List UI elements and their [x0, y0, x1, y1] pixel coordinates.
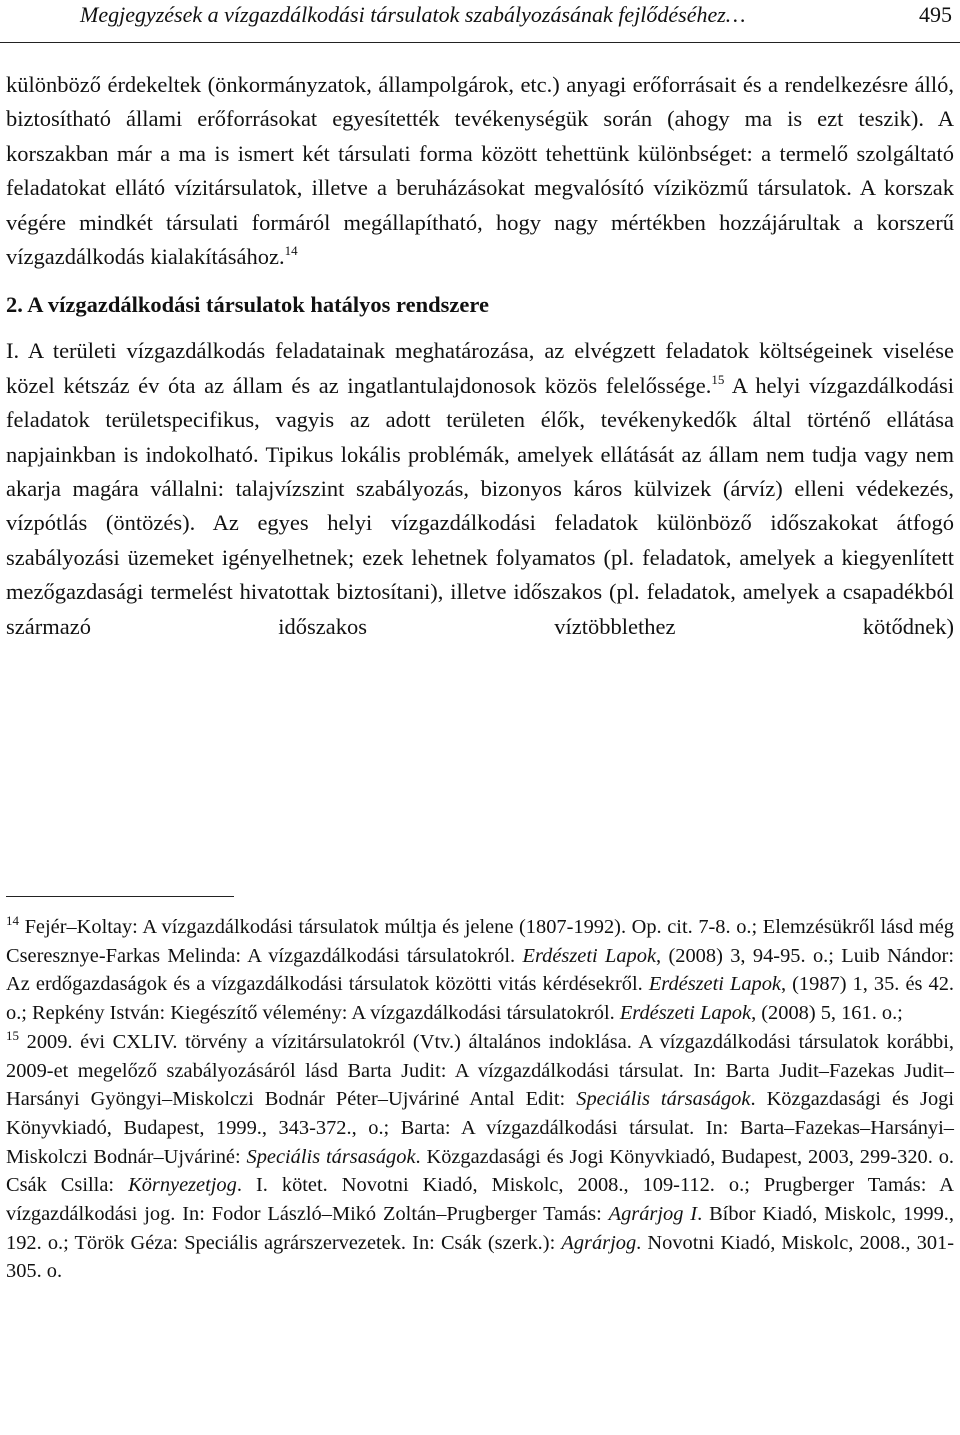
footnote-text: 2009. évi CXLIV. törvény a vízitársulatokról (Vtv.) általános indoklása. A vízgazdálkodási társulatok korábbi, 2009-et megelőző szabályozásáról lásd Barta Judit: A vízgazdálkodási társulat. In: Barta Judit–Fazekas Judit–Harsányi Gyöngyi–Miskolczi Bodnár Péter–Ujváriné Antal Edit:: [6, 1030, 954, 1111]
paragraph-text: A helyi vízgazdálkodási feladatok területspecifikus, vagyis az adott területen élők, tevékenykedők által történő ellátása napjainkban is indokolható. Tipikus lokális problémák, amelyek ellátását az állam nem tudja vagy nem akarja magára vállalni: talajvízszint szabályozás, bizonyos káros külvizek (árvíz) elleni védekezés, vízpótlás (öntözés). Az egyes helyi vízgazdálkodási feladatok különböző időszakokat átfogó szabályozási üzemeket igényelhetnek; ezek lehetnek folyamatos (pl. feladatok, amelyek a kiegyenlített mezőgazdasági termelést hivatottak biztosítani), illetve időszakos (pl. feladatok, amelyek a csapadékból származó időszakos víztöbblethez kötődnek): [6, 372, 954, 639]
footnote-text: . Közgazdasági és Jogi Könyvkiadó, Budapest, 2003, 299-320. o. Csák Csilla:: [6, 1145, 954, 1197]
footnote-15: [6, 1028, 954, 1286]
running-title: Megjegyzések a vízgazdálkodási társulatok szabályozásának fejlődéséhez…: [80, 2, 746, 27]
footnote-text: , (1987) 1, 35. és 42. o.; Repkény István: Kiegészítő vélemény: A vízgazdálkodási társulatokról.: [6, 973, 954, 1025]
footnote-ref-14[interactable]: 14: [284, 243, 298, 259]
footnote-separator: [6, 896, 234, 897]
page-number: 495: [919, 2, 952, 27]
footnote-text: . Novotni Kiadó, Miskolc, 2008., 301-305. o.: [6, 1231, 955, 1283]
section-heading: 2. A vízgazdálkodási társulatok hatályos rendszere: [6, 292, 489, 318]
paragraph-text: I. A területi vízgazdálkodás feladatainak meghatározása, az elvégzett feladatok költségeinek viselése közel kétszáz év óta az állam és az ingatlantulajdonosok közös felelőssége.: [6, 338, 954, 398]
body-paragraph-1: [6, 68, 954, 274]
book-title: Agrárjog: [561, 1231, 637, 1254]
footnote-text: , (2008) 3, 94-95. o.; Luib Nándor: Az erdőgazdaságok és a vízgazdálkodási társulatok közötti vitás kérdésekről.: [6, 944, 954, 996]
book-title: Környezetjog: [128, 1174, 237, 1197]
footnote-14: [6, 913, 954, 1028]
footnote-number: 15: [6, 1027, 19, 1043]
journal-title: Erdészeti Lapok: [522, 944, 657, 967]
main-text: [6, 68, 954, 644]
journal-title: Erdészeti Lapok: [648, 973, 781, 996]
footnote-text: . Közgazdasági és Jogi Könyvkiadó, Budapest, 1999., 343-372., o.; Barta: A vízgazdálkodási társulat. In: Barta–Fazekas–Harsányi–Miskolczi Bodnár–Ujváriné:: [6, 1088, 954, 1168]
book-title: Speciális társaságok: [246, 1145, 416, 1168]
paragraph-text: különböző érdekeltek (önkormányzatok, állampolgárok, etc.) anyagi erőforrásait és a rendelkezésre álló, biztosítható állami erőforrásokat egyesítették tevékenységük során (ahogy ma is ezt teszik). A korszakban már a ma is ismert két társulati forma között tehettünk különbséget: a termelő szolgáltató feladatokat ellátó vízitársulatok, illetve a beruházásokat megvalósító víziközmű társulatok. A korszak végére mindkét társulati formáról megállapítható, hogy nagy mértékben hozzájárultak a korszerű vízgazdálkodás kialakításához.: [6, 72, 954, 270]
journal-title: Erdészeti Lapok: [619, 1002, 752, 1025]
book-title: Speciális társaságok: [576, 1088, 751, 1111]
running-header: [0, 0, 960, 43]
footnote-ref-15[interactable]: 15: [711, 371, 725, 387]
footnote-number: 14: [6, 913, 19, 928]
footnote-text: Fejér–Koltay: A vízgazdálkodási társulatok múltja és jelene (1807-1992). Op. cit. 7-8. o.; Elemzésükről lásd még Cseresznye-Farkas Melinda: A vízgazdálkodási társulatokról.: [6, 916, 954, 967]
body-paragraph-2: [6, 334, 954, 644]
book-title: Agrárjog I: [608, 1203, 698, 1226]
footnotes: [6, 913, 954, 1286]
footnote-text: , (2008) 5, 161. o.;: [751, 1002, 903, 1025]
footnote-text: . I. kötet. Novotni Kiadó, Miskolc, 2008., 109-112. o.; Prugberger Tamás: A vízgazdálkodási jog. In: Fodor László–Mikó Zoltán–Prugberger Tamás:: [6, 1174, 954, 1226]
footnote-text: . Bíbor Kiadó, Miskolc, 1999., 192. o.; Török Géza: Speciális agrárszervezetek. In: Csák (szerk.):: [6, 1203, 954, 1254]
